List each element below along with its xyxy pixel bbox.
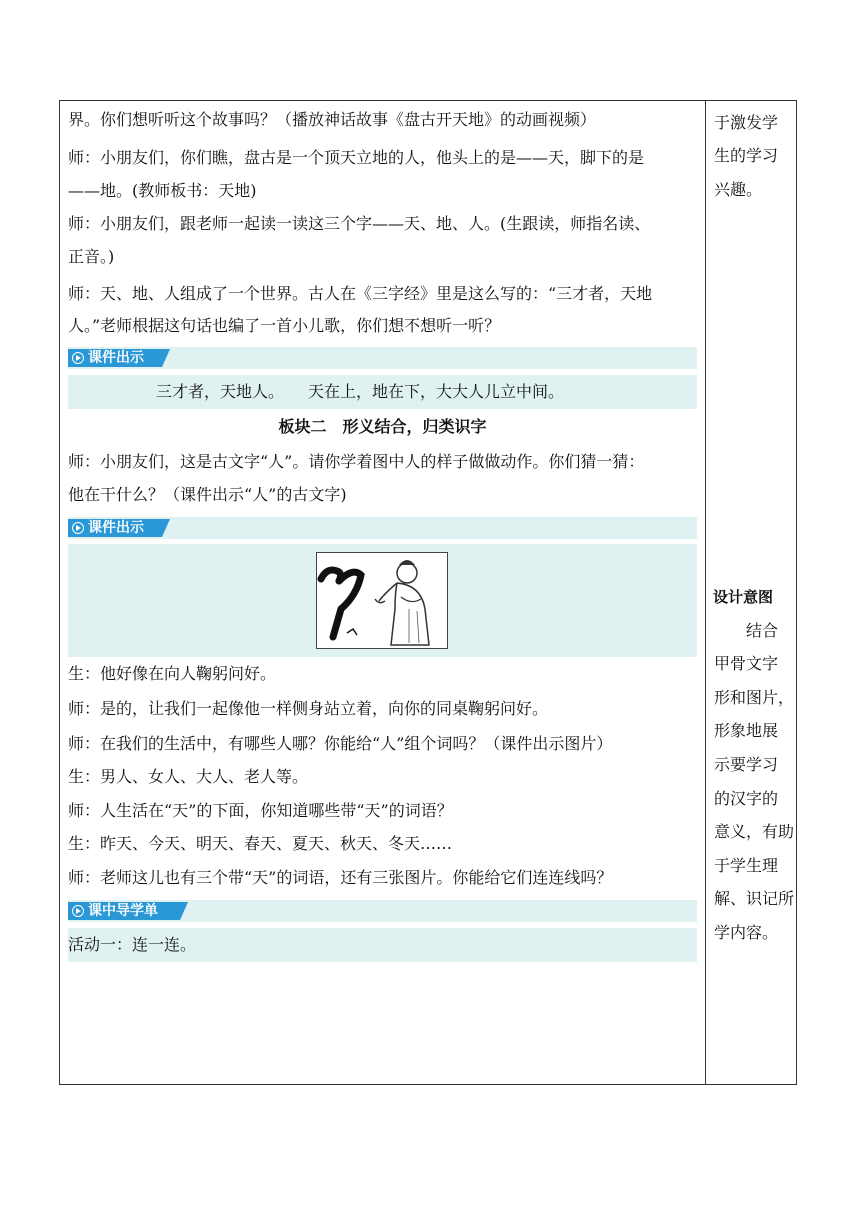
text-line: 人。”老师根据这句话也编了一首小儿歌，你们想不想听一听？ [68,316,501,335]
side-text: 示要学习 [714,755,779,774]
side-text: 生的学习 [714,146,779,165]
column-divider [705,101,706,1084]
tag-tail [180,902,188,920]
activity-text: 活动一：连一连。 [68,935,197,954]
side-text: 形和图片， [714,688,795,707]
tag-label: 课件出示 [88,350,144,366]
dialogue-line: 师：老师这儿也有三个带“天”的词语，还有三张图片。你能给它们连连线吗？ [68,868,613,887]
text-line: 师：小朋友们，跟老师一起读一读这三个字——天、地、人。(生跟读，师指名读、 [68,214,651,233]
text-line: 他在干什么？（课件出示“人”的古文字) [68,485,347,504]
text-line: 师：天、地、人组成了一个世界。古人在《三字经》里是这么写的：“三才者，天地 [68,284,653,303]
text-line: 师：小朋友们，这是古文字“人”。请你学着图中人的样子做做动作。你们猜一猜： [68,452,645,471]
side-text: 形象地展 [714,721,779,740]
side-text: 结合 [746,621,779,640]
dialogue-line: 生：昨天、今天、明天、春天、夏天、秋天、冬天…… [68,834,453,853]
side-text: 学内容。 [714,923,779,942]
poem-text: 三才者，天地人。 天在上，地在下，大大人儿立中间。 [156,382,565,401]
side-text: 兴趣。 [714,180,763,199]
side-text: 于学生理 [714,856,779,875]
side-text: 的汉字的 [714,789,779,808]
text-line: ——地。(教师板书：天地) [68,181,257,200]
dialogue-line: 生：他好像在向人鞠躬问好。 [68,664,277,683]
tag-label: 课件出示 [88,520,144,536]
side-text: 甲骨文字 [714,654,779,673]
text-line: 界。你们想听听这个故事吗？（播放神话故事《盘古开天地》的动画视频） [68,110,597,129]
dialogue-line: 生：男人、女人、大人、老人等。 [68,767,309,786]
side-text: 意义，有助 [714,822,795,841]
text-line: 师：小朋友们，你们瞧，盘古是一个顶天立地的人，他头上的是——天，脚下的是 [68,148,645,167]
play-icon [72,522,84,534]
design-intent-title: 设计意图 [713,588,774,606]
text-line: 正音。) [68,247,115,266]
section-heading: 板块二 形义结合，归类识字 [278,417,487,436]
lesson-table [59,100,797,1085]
dialogue-line: 师：是的，让我们一起像他一样侧身站立着，向你的同桌鞠躬问好。 [68,699,549,718]
side-text: 于激发学 [714,113,779,132]
ancient-character-ren-illustration-icon [317,553,447,648]
dialogue-line: 师：人生活在“天”的下面，你知道哪些带“天”的词语？ [68,801,453,820]
dialogue-line: 师：在我们的生活中，有哪些人哪？你能给“人”组个词吗？（课件出示图片） [68,734,613,753]
guide-tag [68,902,180,920]
courseware-tag [68,519,162,537]
side-text: 解、识记所 [714,889,795,908]
ancient-character-ren-figure [316,552,448,649]
tag-tail [162,349,170,367]
courseware-tag [68,349,162,367]
tag-tail [162,519,170,537]
play-icon [72,905,84,917]
play-icon [72,352,84,364]
tag-label: 课中导学单 [88,903,158,919]
